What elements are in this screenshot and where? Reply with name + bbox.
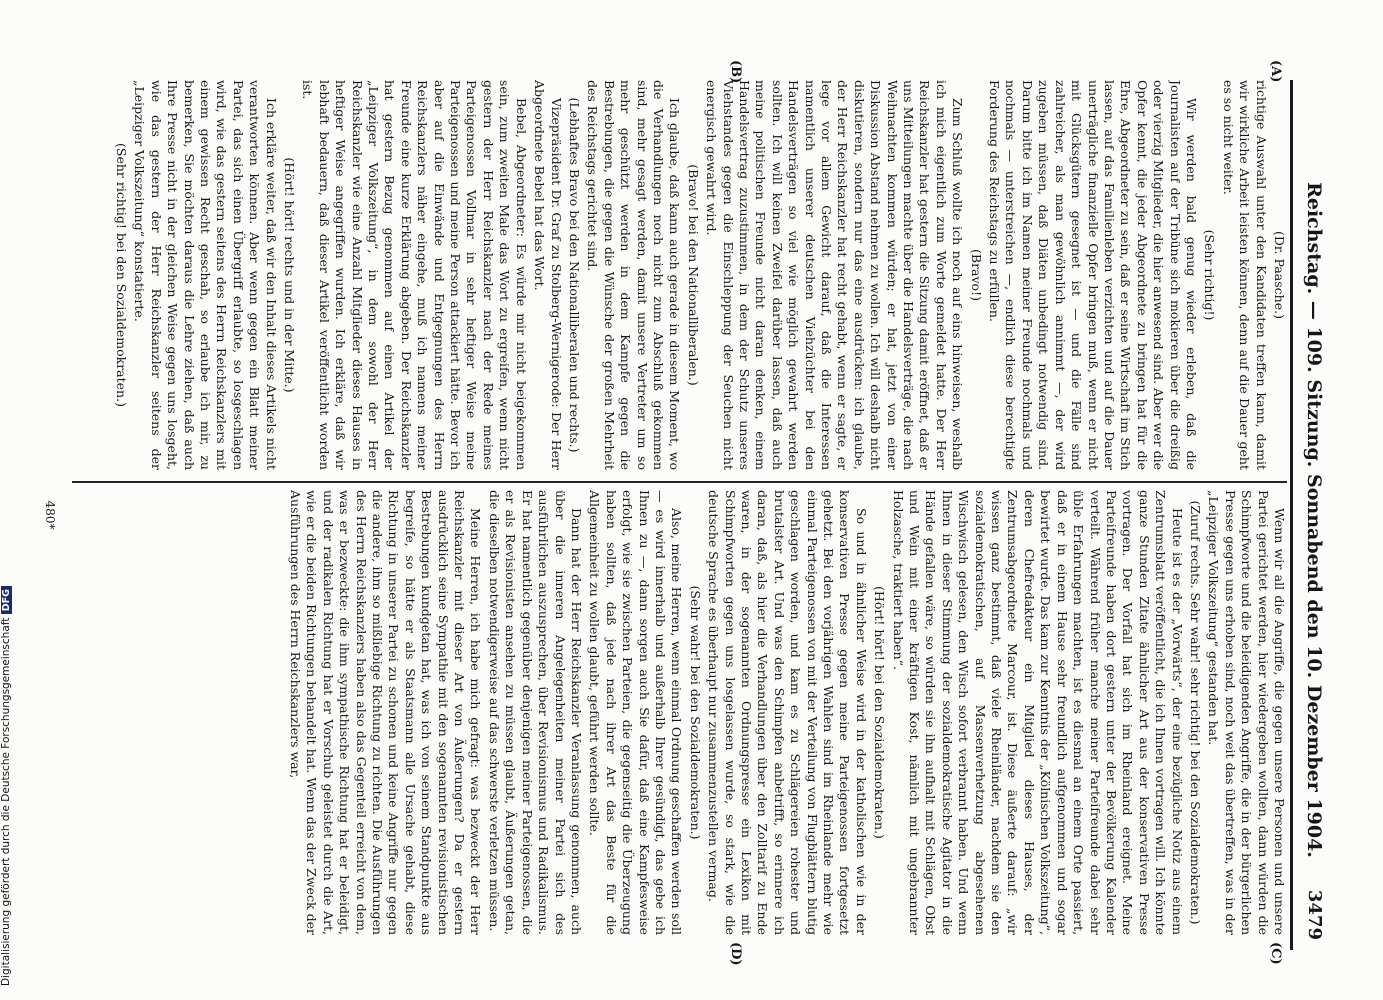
right-column: [72, 490, 1287, 935]
header-rule: [1290, 80, 1293, 950]
paragraph: Also, meine Herren, wenn einmal Ordnung geschaffen werden soll — es wird innerhalb und außerhalb Ihrer gesündigt, das gebe ich Ihnen zu —, dann sorgen auch Sie dafür, daß eine Kampfesweise erfolgt, wie sie zwischen Parteien, die gegenseitig die Überzeugung haben sollten, daß jede nach ihrer Art das Beste für die Allgemeinheit zu wollen glaubt, geführt werden sollte.: [587, 490, 685, 935]
paragraph: Ich glaube, daß kann auch gerade in diesem Moment, wo die Verhandlungen noch nicht zum Abschluß gekommen sind, mehr gesagt werden, damit unsere Vertreter um so mehr geschützt werden in dem Kampfe gegen die Bestrebungen, die gegen die Wünsche der großen Mehrheit des Reichstags gerichtet sind.: [585, 80, 683, 470]
margin-marker-d: (D): [728, 942, 743, 966]
running-title: Reichstag. — 109. Sitzung. Sonnabend den 10. Dezember 1904.: [1303, 182, 1325, 858]
dfg-note-text: Digitalisierung gefördert durch die Deutsche Forschungsgemeinschaft: [0, 617, 12, 986]
column-divider: [72, 481, 1287, 483]
margin-marker-c: (C): [1268, 942, 1283, 965]
page-header: [1295, 100, 1325, 940]
paragraph: Vizepräsident Dr. Graf zu Stolberg-Wernigerode: Der Herr Abgeordnete Bebel hat das Wort.: [532, 80, 564, 470]
paragraph: Dann hat der Herr Reichskanzler Veranlassung genommen, auch über die inneren Angelegenheiten meiner Partei sich des ausführlichen auszusprechen, über Revisionismus und Radikalismus. Er hat namentlich gegenüber denjenigen meiner Parteigenossen, die er als Revisionisten ansehen zu müssen glaubt, Äußerungen getan, die dieselben notwendigerweise auf das schwerste verletzen müssen.: [486, 490, 584, 935]
interjection: (Bravo!): [968, 249, 984, 301]
paragraph: Heute ist es der „Vorwärts“, der eine bezügliche Notiz aus einem Zentrumsblatt veröffentlicht, die ich Ihnen vortragen will. Ich könnte ganze Stunden Zitate ähnlicher Art aus der konservativen Presse vortragen. Der Vorfall hat sich im Rheinland ereignet. Meine Parteifreunde haben dort gestern unter der Bevölkerung Kalender verteilt. Während früher manche meiner Parteifreunde dabei sehr üble Erfahrungen machten, ist es diesmal an einem Orte passiert, daß er in einem Hause sehr freundlich aufgenommen und sogar bewirtet wurde. Das kam zur Kenntnis der „Kölnischen Volkszeitung“, deren Chefredakteur ein Mitglied dieses Hauses, der Zentrumsabgeordnete Marcour, ist. Diese äußerte darauf: „wir wissen ganz bestimmt, daß viele Rheinländer, nachdem sie den sozialdemokratischen, auf Massenverhetzung abgesehenen Wischwisch gelesen, den Wisch sofort verbrannt haben. Und wenn Ihnen in dieser Stimmung der sozialdemokratische Agitator in die Hände gefallen wäre, so würden sie ihn aufhalt mit Schlägen, Obst und Wein mit einer kräftigen Kost, nämlich mit ungebrannter Holzasche, traktiert haben“.: [890, 490, 1185, 935]
paragraph: So und in ähnlicher Weise wird in der katholischen wie in der konservativen Presse gegen meine Parteigenossen fortgesetzt gehetzt. Bei den vorjährigen Wahlen sind im Rheinlande mehr wie einmal Parteigenossen von mit der Verteilung von Flugblättern blutig geschlagen worden, und kam es zu Schlägereien rohester und brutalster Art. Und was den Schimpfen anbetrifft, so erinnere ich daran, daß, als hier die Verhandlungen über den Zolltarif zu Ende waren, in der sogenannten Ordnungspresse ein Lexikon mit Schimpfworten gegen uns losgelassen wurde, so stark, wie die deutsche Sprache es überhaupt nur zusammenzustellen vermag.: [706, 490, 869, 935]
interjection: (Zuruf rechts. Sehr wahr! sehr richtig! bei den Sozialdemokraten.): [1187, 500, 1203, 925]
dfg-logo: DFG: [1, 586, 12, 614]
interjection: (Sehr wahr! bei den Sozialdemokraten.): [687, 585, 703, 840]
interjection: (Hört! hört! rechts und in der Mitte.): [282, 157, 298, 393]
interjection: (Lebhaftes Bravo bei den Nationalliberalen und rechts.): [566, 97, 582, 453]
margin-marker-a: (A): [1268, 60, 1283, 83]
interjection: (Sehr richtig!): [1202, 229, 1218, 321]
paragraph: Wir werden bald genug wieder erleben, daß die Journalisten auf der Tribüne sich mokieren über die dreißig oder vierzig Mitglieder, die hier anwesend sind. Aber wer die Opfer kennt, die jeder Abgeordnete zu bringen hat für die Ehre, Abgeordneter zu sein, daß er seine Wirtschaft im Stich lassen, auf das Familienleben verzichten und auf die Dauer unerträgliche finanzielle Opfer bringen muß, wenn er nicht mit Glücksgütern gesegnet ist — und die Fälle sind zahlreicher, als man gewöhnlich annimmt —, der wird zugeben müssen, daß Diäten unbedingt notwendig sind. Darum bitte ich im Namen meiner Freunde nochmals und nochmals — unterstreichen —, endlich diese berechtigte Forderung des Reichstags zu erfüllen.: [987, 80, 1199, 470]
interjection: (Bravo! bei den Nationalliberalen.): [685, 164, 701, 386]
margin-marker-b: (B): [728, 60, 743, 84]
left-column: [72, 80, 1287, 470]
digitization-note: [0, 0, 12, 1000]
paragraph: richtige Auswahl unter den Kandidaten treffen kann, damit wir wirkliche Arbeit leisten können, denn auf die Dauer geht es so nicht weiter.: [1220, 80, 1269, 470]
paragraph: Meine Herren, ich habe mich gefragt: was bezweckt der Herr Reichskanzler mit dieser Art von Äußerungen? Da er gestern ausdrücklich seine Sympathie mit den sogenannten revisionistischen Bestrebungen kundgetan hat, was ich von seinem Standpunkte aus begreife, so hätte er als Staatsmann alle Ursache gehabt, diese Richtung in unserer Partei zu schonen und keine Angriffe nur gegen die andere, ihm so mißliebige Richtung zu richten. Die Ausführungen des Herrn Reichskanzlers haben also das Gegenteil erreicht von dem, was er bezweckte: die ihm sympathische Richtung hat er beleidigt, und der radikalen Richtung hat er Vorschub geleistet durch die Art, wie er die beiden Richtungen behandelt hat. Wenn das der Zweck der Ausführungen des Herrn Reichskanzlers war,: [288, 490, 484, 935]
paragraph: Wenn wir all die Angriffe, die gegen unsere Personen und unsere Partei gerichtet werden, hier wiedergeben wollten, dann würden die Schimpfworte und die beleidigenden Angriffe, die in der bürgerlichen Presse gegen uns erhoben sind, noch weit das übertreffen, was in der „Leipziger Volkszeitung“ gestanden hat.: [1206, 490, 1287, 935]
paragraph: Zum Schluß wollte ich noch auf eins hinweisen, weshalb ich mich eigentlich zum Worte gemeldet hatte. Der Herr Reichskanzler hat gestern die Sitzung damit eröffnet, daß er uns Mitteilungen machte über die Handelsverträge, die nach Weihnachten kommen würden; er hat, jetzt von einer Diskussion Abstand nehmen zu wollen. Ich will deshalb nicht diskutieren, sondern nur das eine ausdrücken: ich glaube, der Herr Reichskanzler hat recht gehabt, wenn er sagte, er lege vor allem Gewicht darauf, daß die Interessen namentlich unserer deutschen Viehzüchter bei den Handelsverträgen so viel wie möglich gewahrt werden sollten. Ich will keinen Zweifel darüber lassen, daß auch meine politischen Freunde nicht daran denken, einem Handelsvertrag zuzustimmen, in dem der Schutz unseres Viehstandes gegen die Einschleppung der Seuchen nicht energisch gewahrt wird.: [704, 80, 966, 470]
page-footer-signature: 480*: [43, 500, 57, 530]
speaker-heading: (Dr. Paasche.): [1272, 231, 1287, 319]
paragraph: Bebel, Abgeordneter: Es würde mir nicht beigekommen sein, zum zweiten Male das Wort zu ergreifen, wenn nicht gestern der Herr Reichskanzler nach der Rede meines Parteigenossen Vollmar in sehr heftiger Weise meine Parteigenossen und meine Person attackiert hätte. Bevor ich aber auf die Einwände und Entgegnungen des Herrn Reichskanzlers näher eingehe, muß ich namens meiner Freunde eine kurze Erklärung abgeben. Der Reichskanzler hat gestern Bezug genommen auf einen Artikel der „Leipziger Volkszeitung“, in dem sowohl der Herr Reichskanzler wie eine Anzahl Mitglieder dieses Hauses in heftiger Weise angegriffen wurden. Ich erkläre, daß wir lebhaft bedauern, daß dieser Artikel veröffentlicht worden ist.: [300, 80, 529, 470]
page-number: 3479: [1304, 889, 1325, 940]
interjection: (Sehr richtig! bei den Sozialdemokraten.): [113, 143, 129, 407]
interjection: (Hört! hört! bei den Sozialdemokraten.): [872, 586, 888, 839]
paragraph: Ich erkläre weiter, daß wir den Inhalt dieses Artikels nicht verantworten können. Aber wenn gegen ein Blatt meiner Partei, das sich einen Übergriff erlaubte, so losgeschlagen wird, wie das gestern seitens des Herrn Reichskanzlers mit einem gewissen Recht geschah, so erlaube ich mir, zu bemerken, Sie möchten daraus die Lehre ziehen, daß auch Ihre Presse nicht in der gleichen Weise gegen uns losgeht, wie das gestern der Herr Reichskanzler seitens der „Leipziger Volkszeitung“ konstatierte.: [132, 80, 279, 470]
